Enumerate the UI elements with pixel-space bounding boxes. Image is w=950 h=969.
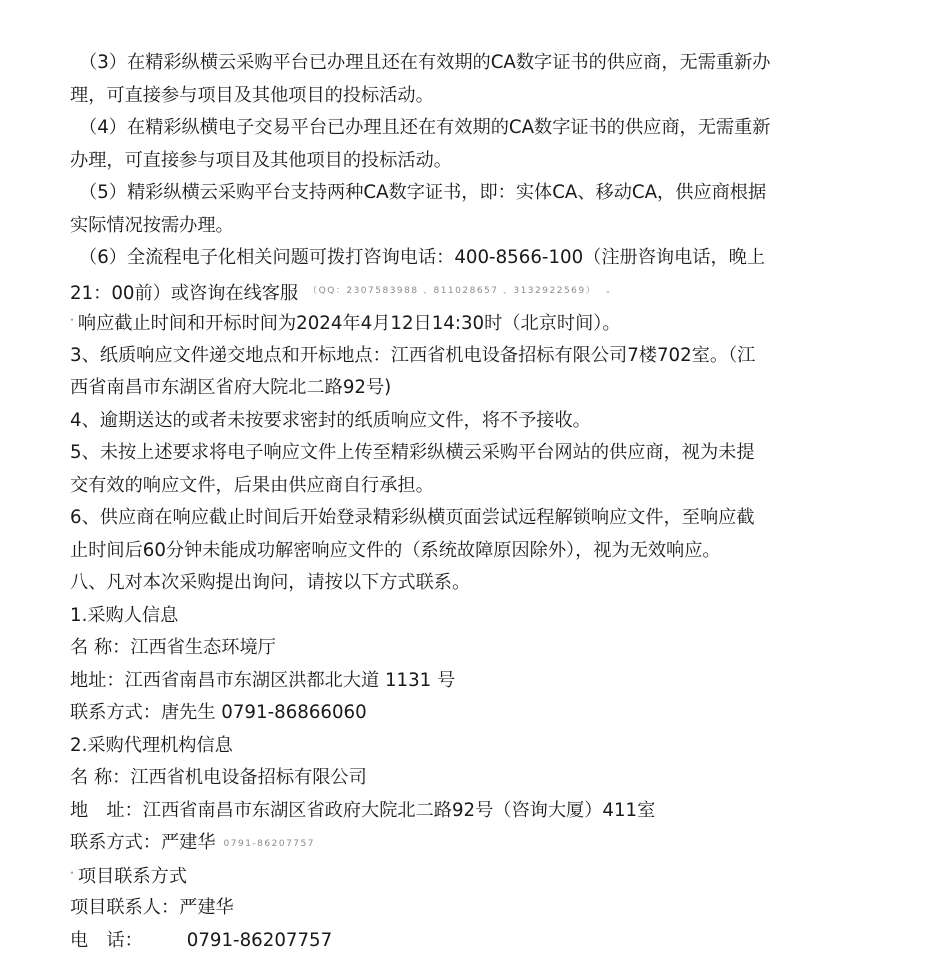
paragraph-line-6b <box>70 279 610 306</box>
project-phone-line <box>70 929 332 953</box>
online-service-text: 21：00前）或咨询在线客服 <box>70 283 299 304</box>
qq-numbers-faint: （QQ：2307583988 、811028657 、3132922569） <box>308 286 597 296</box>
item-3a: 3、纸质响应文件递交地点和开标地点：江西省机电设备招标有限公司7楼702室。（江 <box>70 345 756 366</box>
faint-list-marker: ᐩ <box>70 317 74 328</box>
item-6a: 6、供应商在响应截止时间后开始登录精彩纵横页面尝试远程解锁响应文件，至响应截 <box>70 507 755 528</box>
deadline-line <box>70 311 621 336</box>
phone-value: 0791-86207757 <box>186 930 333 951</box>
section-8-heading: 八、凡对本次采购提出询问，请按以下方式联系。 <box>70 572 471 593</box>
faint-phone: 0791-86207757 <box>223 839 315 849</box>
phone-label: 电 话： <box>70 930 143 951</box>
agency-address: 地 址：江西省南昌市东湖区省政府大院北二路92号（咨询大厦）411室 <box>70 800 656 821</box>
faint-list-marker-2: ᐩ <box>70 870 74 881</box>
paragraph-line-3a: （3）在精彩纵横云采购平台已办理且还在有效期的CA数字证书的供应商，无需重新办 <box>79 52 771 73</box>
item-5b: 交有效的响应文件，后果由供应商自行承担。 <box>70 475 434 496</box>
project-contact-person: 项目联系人：严建华 <box>70 897 234 918</box>
paragraph-line-4a: （4）在精彩纵横电子交易平台已办理且还在有效期的CA数字证书的供应商，无需重新 <box>79 117 771 138</box>
paragraph-line-6a: （6）全流程电子化相关问题可拨打咨询电话：400-8566-100（注册咨询电话，晚上 <box>79 247 766 268</box>
item-3b: 西省南昌市东湖区省府大院北二路92号) <box>70 377 392 398</box>
agency-contact-text: 联系方式：严建华 <box>70 832 216 853</box>
paragraph-line-5b: 实际情况按需办理。 <box>70 215 234 236</box>
agency-name: 名 称：江西省机电设备招标有限公司 <box>70 767 367 788</box>
item-4: 4、逾期送达的或者未按要求密封的纸质响应文件，将不予接收。 <box>70 410 591 431</box>
paragraph-line-5a: （5）精彩纵横云采购平台支持两种CA数字证书，即：实体CA、移动CA，供应商根据 <box>79 182 767 203</box>
faint-mark: - <box>606 287 610 298</box>
paragraph-line-3b: 理，可直接参与项目及其他项目的投标活动。 <box>70 85 434 106</box>
item-5a: 5、未按上述要求将电子响应文件上传至精彩纵横云采购平台网站的供应商，视为未提 <box>70 442 755 463</box>
agency-info-heading: 2.采购代理机构信息 <box>70 735 233 756</box>
paragraph-line-4b: 办理，可直接参与项目及其他项目的投标活动。 <box>70 150 452 171</box>
item-6b: 止时间后60分钟未能成功解密响应文件的（系统故障原因除外），视为无效响应。 <box>70 540 721 561</box>
project-contact-heading <box>70 864 187 889</box>
deadline-text: 响应截止时间和开标时间为2024年4月12日14:30时（北京时间）。 <box>77 313 621 334</box>
purchaser-contact: 联系方式：唐先生 0791-86866060 <box>70 702 367 723</box>
purchaser-info-heading: 1.采购人信息 <box>70 605 179 626</box>
purchaser-address: 地址：江西省南昌市东湖区洪都北大道 1131 号 <box>70 670 456 691</box>
agency-contact <box>70 831 315 856</box>
purchaser-name: 名 称：江西省生态环境厅 <box>70 637 276 658</box>
project-contact-heading-text: 项目联系方式 <box>77 866 188 887</box>
